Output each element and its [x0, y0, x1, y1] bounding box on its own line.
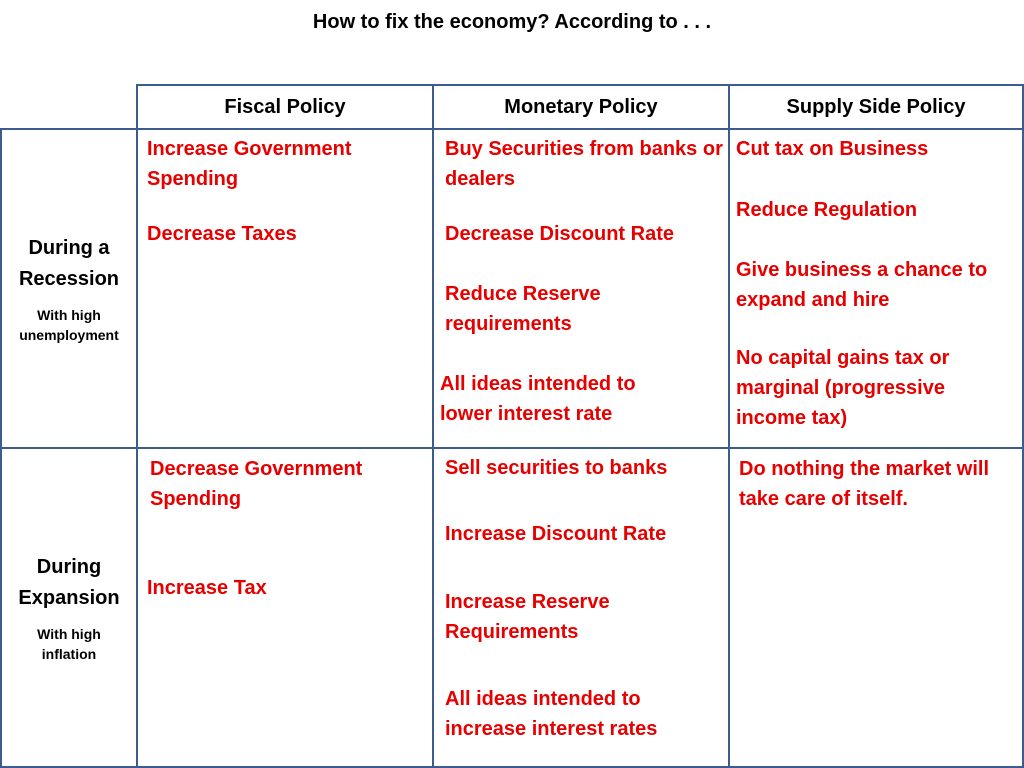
recession-fiscal-item: Increase Government Spending: [147, 138, 352, 190]
recession-monetary-item: Buy Securities from banks or dealers: [445, 138, 723, 190]
expansion-monetary-item: Sell securities to banks: [445, 457, 668, 479]
row-label-recession-title: During a Recession: [18, 236, 120, 290]
recession-supply-side-item: No capital gains tax or marginal (progressive income tax): [736, 347, 950, 429]
row-label-expansion: [0, 447, 138, 768]
recession-supply-side-item: Reduce Regulation: [736, 199, 918, 221]
column-header-fiscal-label: Fiscal Policy: [224, 95, 346, 118]
recession-monetary-item: Reduce Reserve requirements: [445, 283, 601, 335]
expansion-monetary-item: All ideas intended to increase interest rates: [445, 688, 658, 740]
expansion-fiscal-item: Decrease Government Spending: [150, 458, 363, 510]
column-header-monetary-label: Monetary Policy: [504, 95, 658, 118]
page-title: How to fix the economy? According to . . .: [312, 11, 712, 33]
recession-monetary-item: Decrease Discount Rate: [445, 223, 674, 245]
row-label-expansion-title: During Expansion: [18, 555, 120, 609]
expansion-fiscal-item: Increase Tax: [147, 577, 267, 599]
expansion-monetary-item: Increase Reserve Requirements: [445, 591, 610, 643]
recession-supply-side-item: Cut tax on Business: [736, 138, 929, 160]
recession-fiscal-item: Decrease Taxes: [147, 223, 297, 245]
row-label-expansion-subtitle: With high inflation: [37, 625, 101, 662]
recession-monetary-item: All ideas intended to lower interest rate: [440, 373, 636, 425]
expansion-supply-side-item: Do nothing the market will take care of itself.: [739, 458, 990, 510]
row-label-recession: [0, 128, 138, 449]
column-header-monetary: [432, 84, 730, 130]
row-label-recession-subtitle: With high unemployment: [19, 306, 119, 343]
column-header-supply-side-label: Supply Side Policy: [786, 95, 966, 118]
column-header-supply-side: [728, 84, 1024, 130]
column-header-fiscal: [136, 84, 434, 130]
recession-supply-side-item: Give business a chance to expand and hire: [736, 259, 988, 311]
expansion-monetary-item: Increase Discount Rate: [445, 523, 667, 545]
